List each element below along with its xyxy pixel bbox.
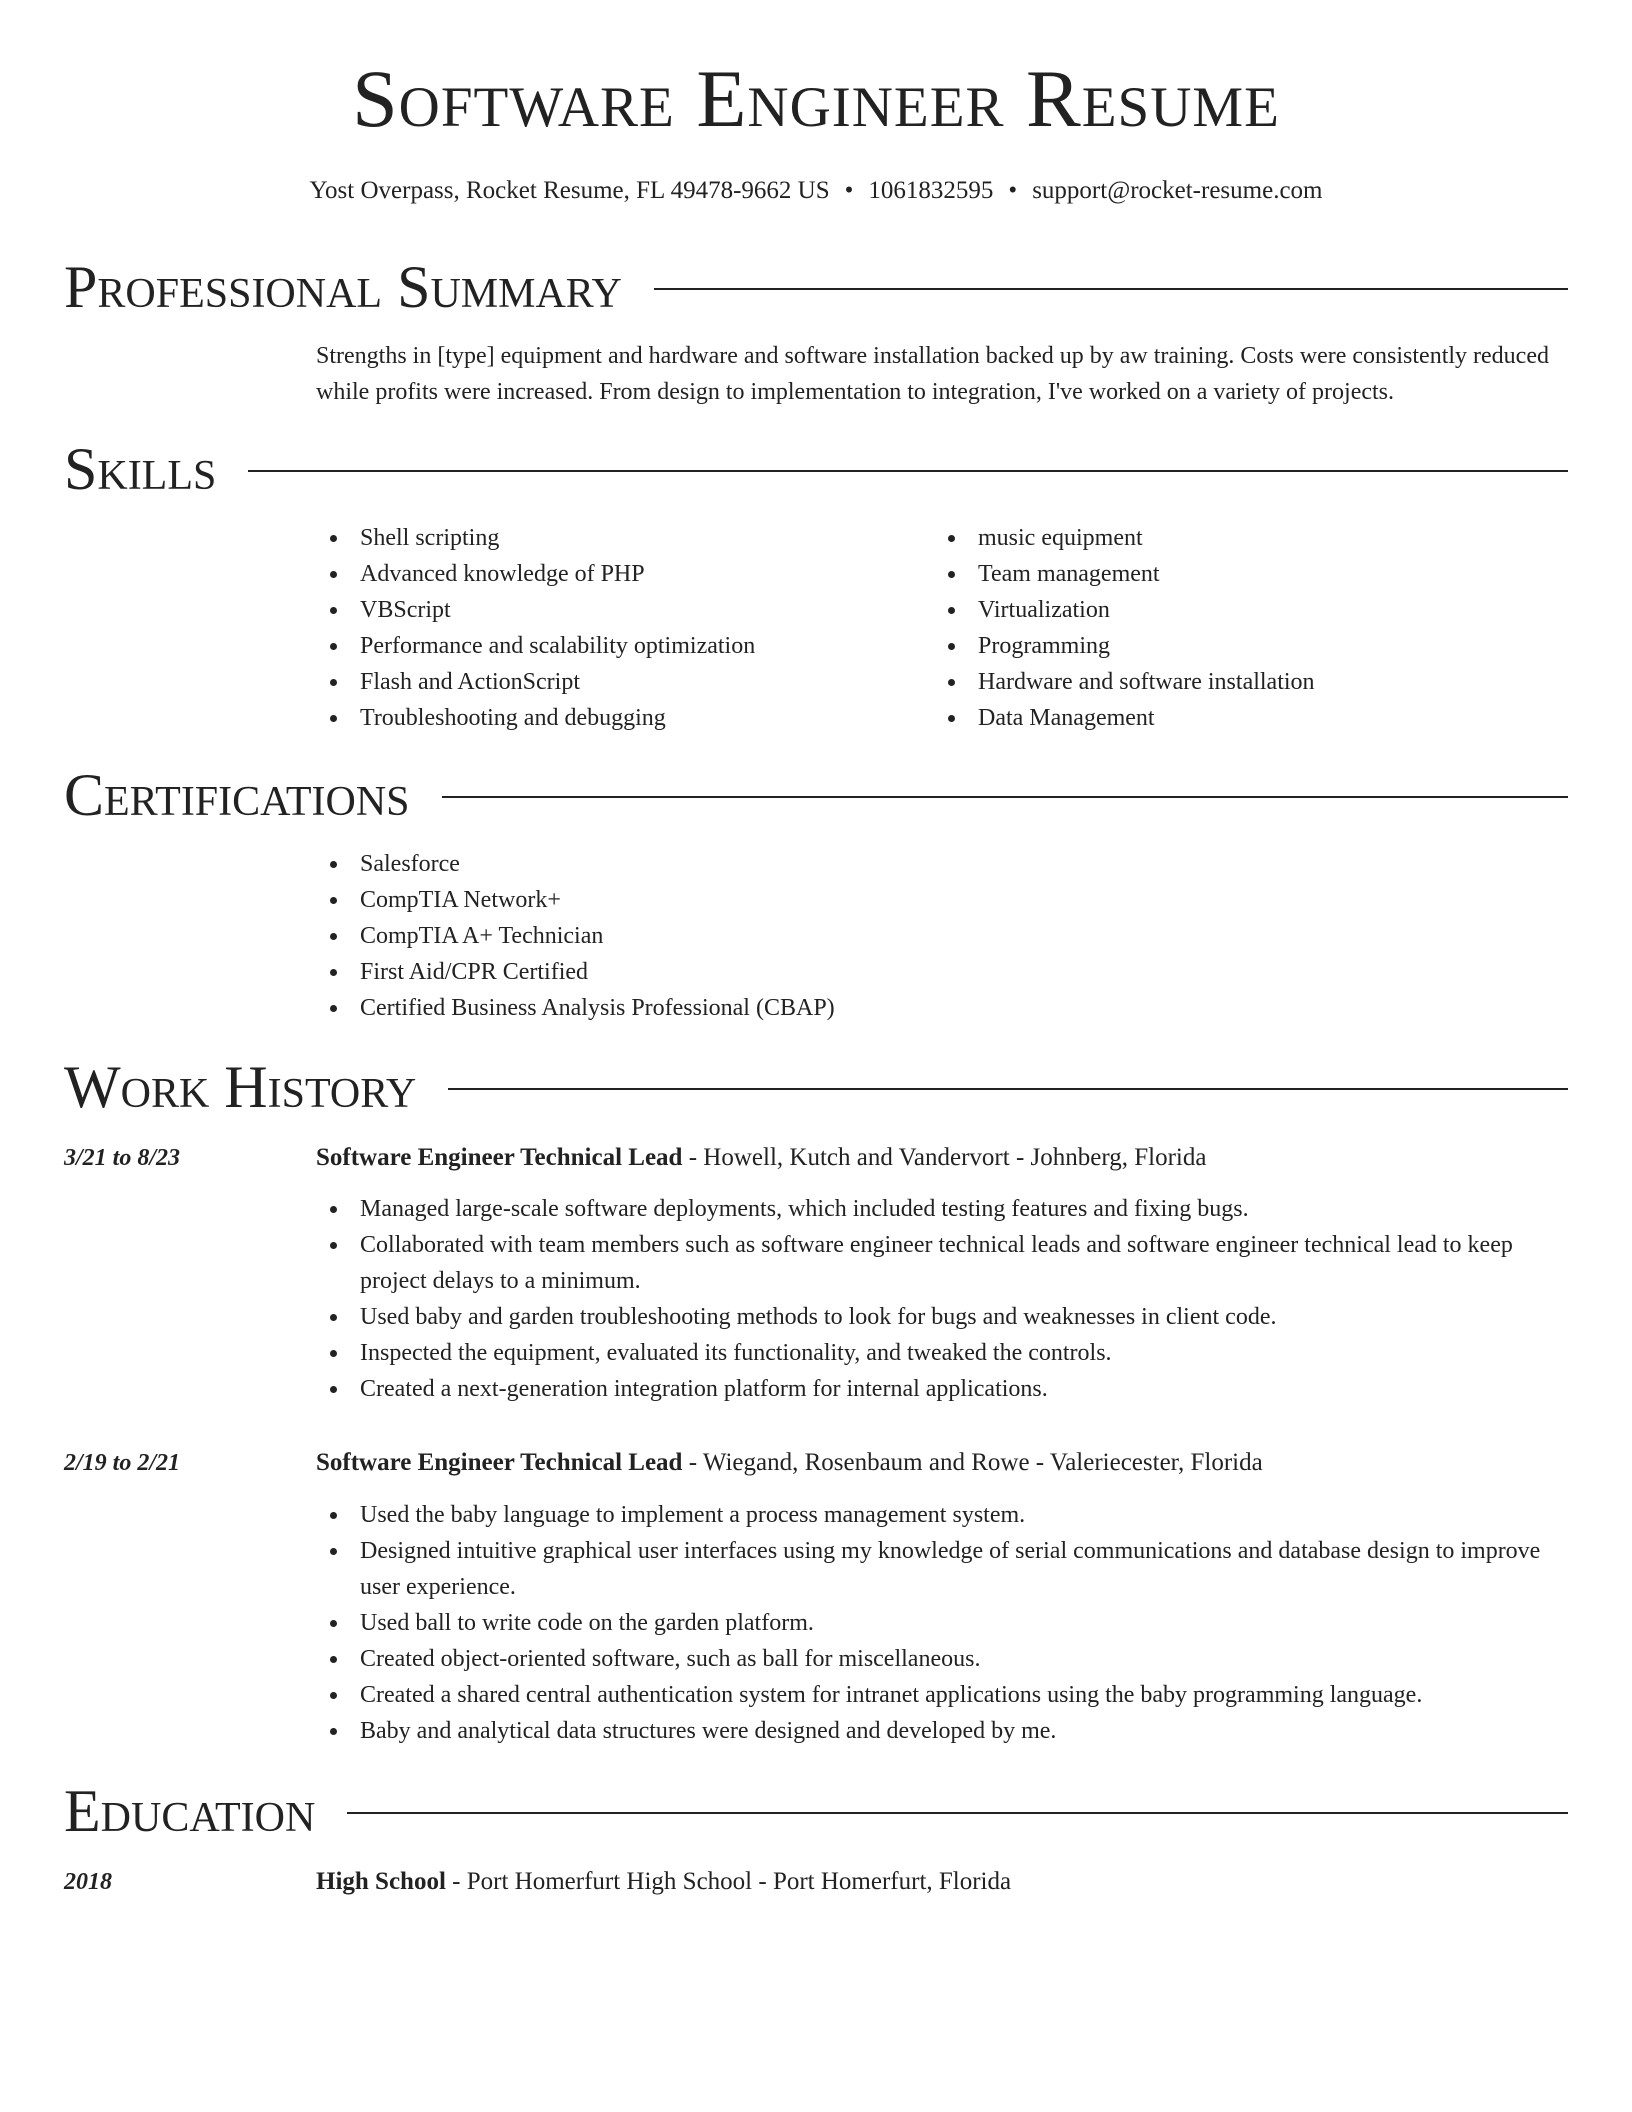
section-heading-skills	[64, 434, 1568, 504]
job-role: Software Engineer Technical Lead	[316, 1144, 683, 1171]
section-title: Certifications	[64, 762, 410, 828]
job-heading	[316, 1445, 1586, 1481]
skills-list-left	[316, 520, 916, 736]
contact-line	[0, 176, 1632, 206]
summary-text: Strengths in [type] equipment and hardware and software installation backed up by aw training. Costs were consistently reduced while profits were increased. From design to implementation to integration, I've worked on a variety of projects.	[316, 343, 1549, 405]
section-title: Education	[64, 1778, 316, 1844]
contact-phone: 1061832595	[868, 177, 994, 204]
resume-title: Software Engineer Resume	[352, 53, 1280, 144]
certification-item: Certified Business Analysis Professional (CBAP)	[316, 990, 1586, 1026]
section-heading-education	[64, 1776, 1568, 1846]
skill-item: Troubleshooting and debugging	[316, 700, 916, 736]
job-duties-list	[316, 1191, 1566, 1407]
job-duty: Managed large-scale software deployments, which included testing features and fixing bugs.	[316, 1191, 1566, 1227]
section-divider	[442, 796, 1568, 798]
skill-item: Hardware and software installation	[934, 664, 1584, 700]
skill-item: Programming	[934, 628, 1584, 664]
skill-item: VBScript	[316, 592, 916, 628]
skill-item: Virtualization	[934, 592, 1584, 628]
job-role: Software Engineer Technical Lead	[316, 1449, 683, 1476]
contact-separator: •	[1008, 177, 1018, 204]
certification-item: First Aid/CPR Certified	[316, 954, 1586, 990]
skill-item: Team management	[934, 556, 1584, 592]
skill-item: Data Management	[934, 700, 1584, 736]
job-duty: Used the baby language to implement a process management system.	[316, 1497, 1566, 1533]
section-divider	[248, 470, 1568, 472]
job-duties-list	[316, 1497, 1566, 1749]
certification-item: Salesforce	[316, 846, 1586, 882]
skill-item: music equipment	[934, 520, 1584, 556]
skills-list-right	[934, 520, 1584, 736]
education-year: 2018	[64, 1869, 112, 1895]
job-duty: Designed intuitive graphical user interfaces using my knowledge of serial communications and database design to improve user experience.	[316, 1533, 1566, 1605]
section-title: Skills	[64, 436, 217, 502]
job-duty: Baby and analytical data structures were designed and developed by me.	[316, 1713, 1566, 1749]
job-dates: 2/19 to 2/21	[64, 1450, 181, 1476]
education-degree: High School	[316, 1868, 446, 1895]
job-employer: - Wiegand, Rosenbaum and Rowe - Valeriecester, Florida	[682, 1449, 1263, 1476]
skill-item: Advanced knowledge of PHP	[316, 556, 916, 592]
skill-item: Performance and scalability optimization	[316, 628, 916, 664]
contact-separator: •	[844, 177, 854, 204]
section-divider	[654, 288, 1568, 290]
section-divider	[347, 1812, 1568, 1814]
certification-item: CompTIA A+ Technician	[316, 918, 1586, 954]
section-title: Professional Summary	[64, 254, 622, 320]
section-title: Work History	[64, 1054, 417, 1120]
job-employer: - Howell, Kutch and Vandervort - Johnberg, Florida	[682, 1144, 1207, 1171]
section-heading-certifications	[64, 760, 1568, 830]
job-dates: 3/21 to 8/23	[64, 1145, 181, 1171]
section-heading-summary	[64, 252, 1568, 322]
education-heading	[316, 1864, 1586, 1900]
job-duty: Created object-oriented software, such as ball for miscellaneous.	[316, 1641, 1566, 1677]
certification-item: CompTIA Network+	[316, 882, 1586, 918]
job-duty: Used baby and garden troubleshooting methods to look for bugs and weaknesses in client code.	[316, 1299, 1566, 1335]
job-heading	[316, 1140, 1586, 1176]
job-duty: Collaborated with team members such as software engineer technical leads and software engineer technical lead to keep project delays to a minimum.	[316, 1227, 1566, 1299]
job-duty: Created a shared central authentication system for intranet applications using the baby programming language.	[316, 1677, 1566, 1713]
job-duty: Inspected the equipment, evaluated its functionality, and tweaked the controls.	[316, 1335, 1566, 1371]
contact-address: Yost Overpass, Rocket Resume, FL 49478-9662 US	[309, 177, 830, 204]
job-duty: Created a next-generation integration platform for internal applications.	[316, 1371, 1566, 1407]
certifications-list	[316, 846, 1586, 1026]
skill-item: Shell scripting	[316, 520, 916, 556]
contact-email: support@rocket-resume.com	[1032, 177, 1323, 204]
section-divider	[448, 1088, 1568, 1090]
section-heading-work-history	[64, 1052, 1568, 1122]
education-school: - Port Homerfurt High School - Port Homerfurt, Florida	[445, 1868, 1012, 1895]
job-duty: Used ball to write code on the garden platform.	[316, 1605, 1566, 1641]
skill-item: Flash and ActionScript	[316, 664, 916, 700]
